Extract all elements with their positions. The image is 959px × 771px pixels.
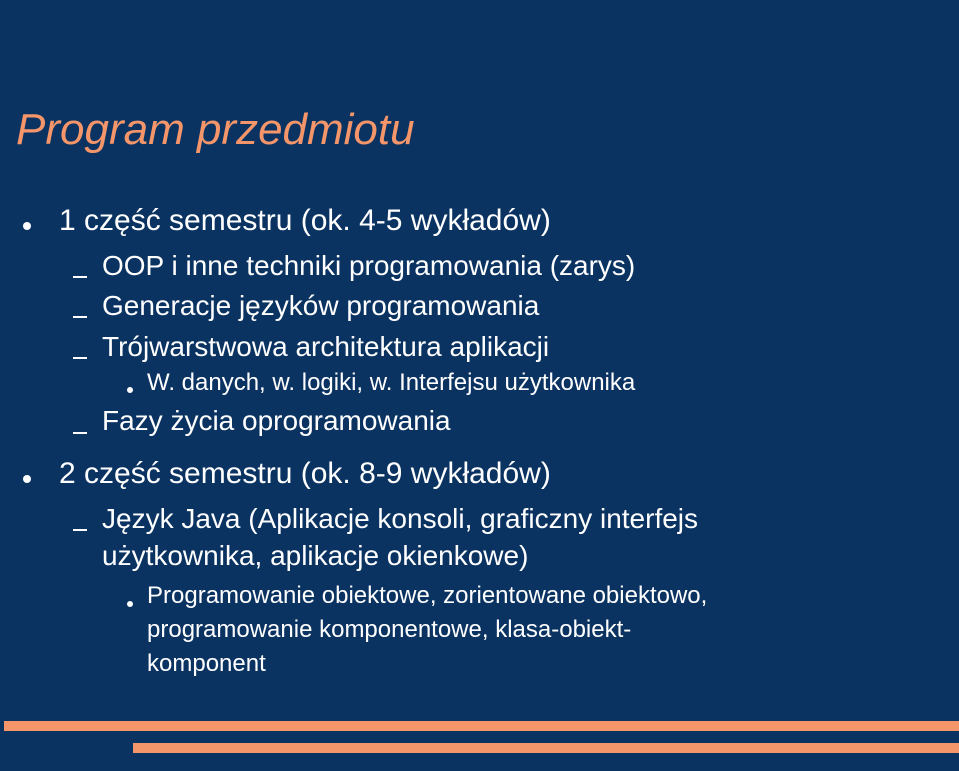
sub-item-java: Język Java (Aplikacje konsoli, graficzny interfejs	[102, 503, 699, 534]
sub-item-java-continuation: użytkownika, aplikacje okienkowe)	[102, 540, 529, 571]
sub-sub-item-layers: W. danych, w. logiki, w. Interfejsu użytkownika	[147, 369, 636, 396]
dash-icon	[73, 305, 87, 323]
sub-item-lifecycle: Fazy życia oprogramowania	[102, 405, 451, 436]
sub-item-generations: Generacje języków programowania	[102, 290, 540, 321]
dash-icon	[73, 518, 87, 536]
decorative-bar-bottom	[133, 743, 959, 753]
decorative-bar-top	[4, 721, 959, 731]
bullet-icon	[127, 380, 133, 398]
bullet-icon	[23, 470, 31, 488]
dash-icon	[73, 346, 87, 364]
bullet-icon	[127, 594, 133, 612]
sub-sub-item-oop-styles-continuation-2: komponent	[147, 650, 266, 677]
sub-sub-item-oop-styles: Programowanie obiektowe, zorientowane obiektowo,	[147, 582, 708, 609]
bullet-item-part-2: 2 część semestru (ok. 8-9 wykładów)	[59, 457, 551, 490]
bullet-icon	[23, 217, 31, 235]
slide-title: Program przedmiotu	[16, 105, 415, 154]
bullet-item-part-1: 1 część semestru (ok. 4-5 wykładów)	[59, 204, 551, 237]
dash-icon	[73, 265, 87, 283]
sub-sub-item-oop-styles-continuation: programowanie komponentowe, klasa-obiekt-	[147, 616, 632, 643]
sub-item-three-tier: Trójwarstwowa architektura aplikacji	[102, 331, 550, 362]
dash-icon	[73, 421, 87, 439]
sub-item-oop: OOP i inne techniki programowania (zarys)	[102, 250, 636, 281]
